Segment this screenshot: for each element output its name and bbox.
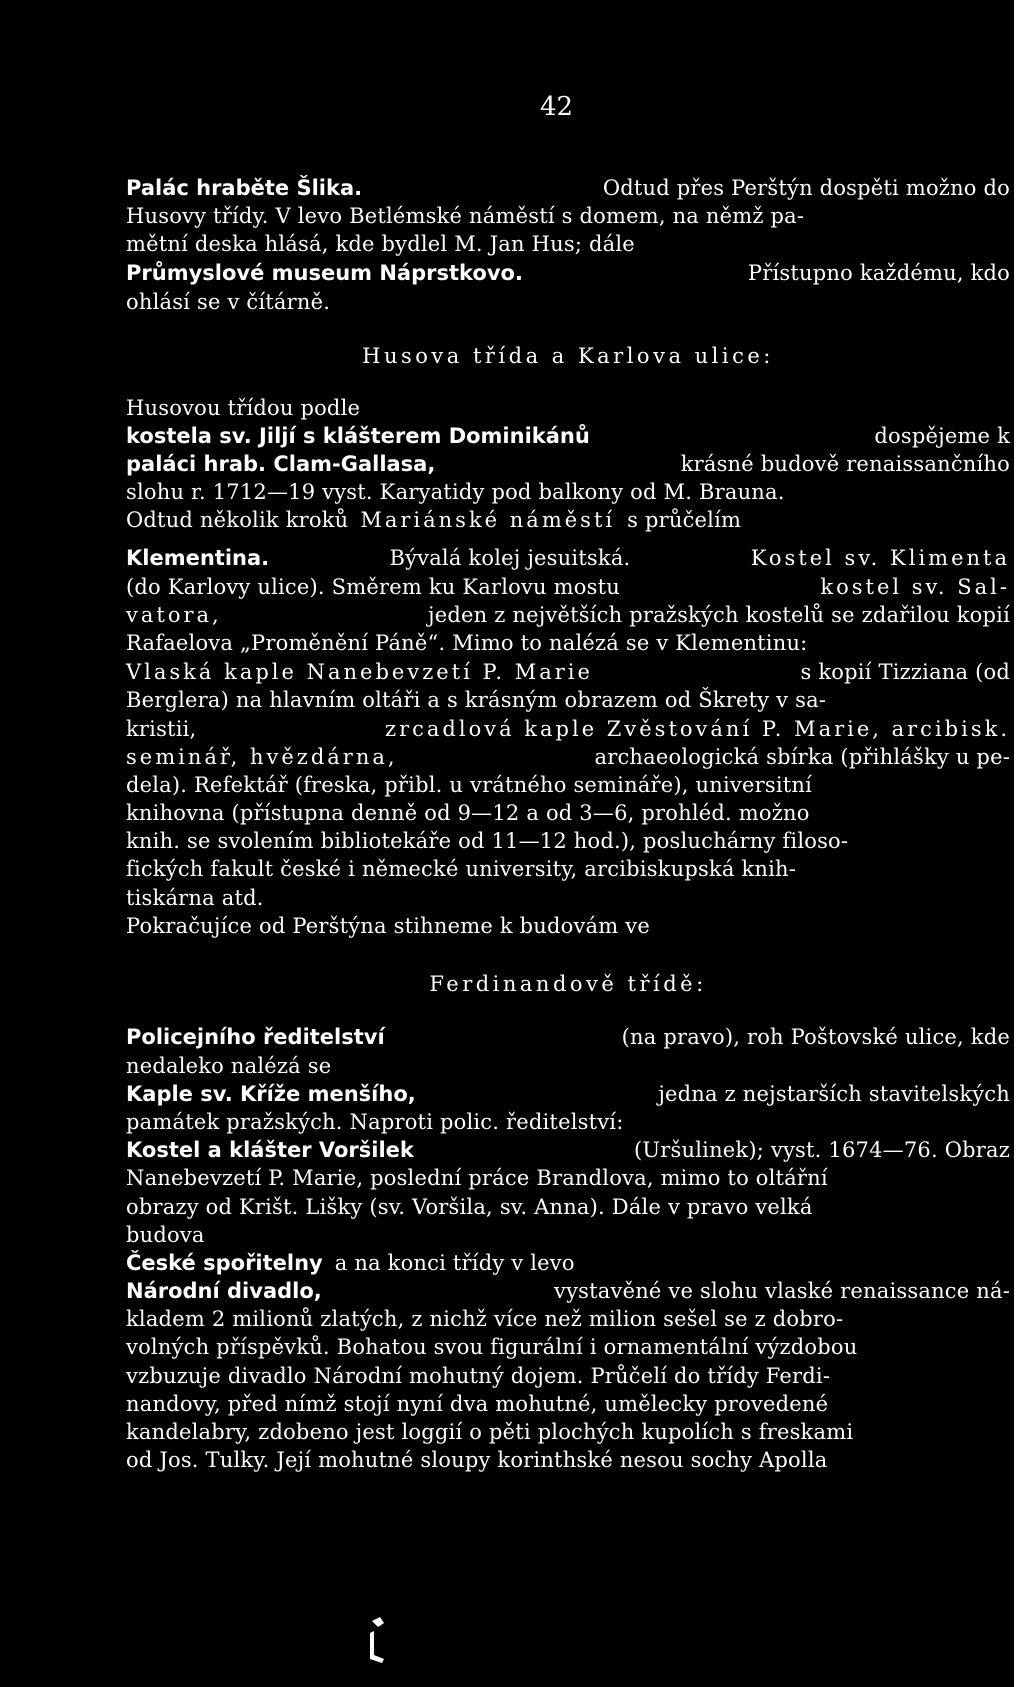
- text-segment: vatora,: [126, 603, 222, 627]
- text-line: [126, 263, 1010, 284]
- text-segment: vzbuzuje divadlo Národní mohutný dojem. Průčelí do třídy Ferdi-: [126, 1364, 831, 1388]
- text-segment: Husovou třídou podle: [126, 396, 361, 420]
- text-line: [126, 548, 1010, 569]
- text-line: [126, 690, 1010, 711]
- text-line: [126, 1281, 1010, 1302]
- text-segment: Ferdinandově třídě:: [429, 972, 707, 996]
- text-line: [126, 206, 1010, 227]
- text-line: [126, 1056, 1010, 1077]
- text-segment: tiskárna atd.: [126, 886, 264, 910]
- text-segment: Husovy třídy. V levo Betlémské náměstí s domem, na němž pa-: [126, 204, 805, 228]
- page-edge: [1014, 0, 1024, 1687]
- text-line: [126, 662, 1010, 683]
- text-segment: budova: [126, 1223, 205, 1247]
- text-line: [126, 775, 1010, 796]
- text-segment: Husova třída a Karlova ulice:: [362, 344, 774, 368]
- text-segment: Odtud přes Perštýn dospěti možno do: [602, 176, 1010, 200]
- text-line: [126, 1450, 1010, 1471]
- text-segment: dela). Refektář (freska, přibl. u vrátného semináře), universitní: [126, 773, 813, 797]
- text-segment: kladem 2 milionů zlatých, z nichž více než milion sešel se z dobro-: [126, 1307, 844, 1331]
- text-segment: nedaleko nalézá se: [126, 1054, 332, 1078]
- text-line: [126, 426, 1010, 447]
- text-segment: památek pražských. Naproti polic. ředitelství:: [126, 1110, 624, 1134]
- text-line: [126, 831, 1010, 852]
- text-line: [126, 859, 1010, 880]
- text-segment: nandovy, před nímž stojí nyní dva mohutné, umělecky provedené: [126, 1392, 829, 1416]
- text-segment: Pokračujíce od Perštýna stihneme k budovám ve: [126, 914, 650, 938]
- bold-heading: Kostel a klášter Voršilek: [126, 1138, 414, 1162]
- text-segment: (do Karlovy ulice). Směrem ku Karlovu mostu: [126, 575, 620, 599]
- text-line: [126, 888, 1010, 909]
- text-line: [126, 482, 1010, 503]
- text-line: [126, 1422, 1010, 1443]
- text-segment: krásné budově renaissančního: [680, 452, 1010, 476]
- text-segment: seminář, hvězdárna,: [126, 745, 398, 769]
- text-line: [126, 510, 1010, 531]
- bold-heading: České spořitelny: [126, 1251, 323, 1275]
- text-segment: s kopií Tizziana (od: [800, 660, 1010, 684]
- text-line: [126, 1168, 1010, 1189]
- text-segment: jeden z největších pražských kostelů se zdařilou kopií: [428, 603, 1010, 627]
- bold-heading: Národní divadlo,: [126, 1279, 322, 1303]
- text-segment: s průčelím: [627, 508, 742, 532]
- text-line: [126, 1084, 1010, 1105]
- text-line: [126, 1337, 1010, 1358]
- text-segment: (Uršulinek); vyst. 1674—76. Obraz: [634, 1138, 1010, 1162]
- text-segment: zrcadlová kaple Zvěstování P. Marie, arcibisk.: [385, 717, 1010, 741]
- text-line: [126, 803, 1010, 824]
- bold-heading: Kaple sv. Kříže menšího,: [126, 1082, 416, 1106]
- text-segment: kristii,: [126, 717, 197, 741]
- text-line: [126, 234, 1010, 255]
- text-segment: kostel sv. Sal-: [820, 575, 1010, 599]
- bold-heading: Klementina.: [126, 546, 270, 570]
- text-segment: archaeologická sbírka (přihlášky u pe-: [594, 745, 1010, 769]
- bold-heading: Průmyslové museum Náprstkovo.: [126, 261, 523, 285]
- text-segment: a na konci třídy v levo: [334, 1251, 575, 1275]
- text-line: [126, 346, 1010, 367]
- text-line: [126, 454, 1010, 475]
- text-line: [126, 1309, 1010, 1330]
- text-line: [126, 1112, 1010, 1133]
- bold-heading: kostela sv. Jiljí s klášterem Dominikánů: [126, 424, 590, 448]
- text-line: [126, 1140, 1010, 1161]
- text-segment: ohlásí se v čítárně.: [126, 290, 331, 314]
- text-segment: obrazy od Krišt. Lišky (sv. Voršila, sv. Anna). Dále v pravo velká: [126, 1195, 813, 1219]
- text-line: [126, 633, 1010, 654]
- text-segment: Kostel sv. Klimenta: [750, 546, 1010, 570]
- text-line: [126, 398, 1010, 419]
- text-segment: Rafaelova „Proměnění Páně“. Mimo to nalézá se v Klementinu:: [126, 631, 808, 655]
- text-segment: Bývalá kolej jesuitská.: [389, 546, 631, 570]
- text-segment: slohu r. 1712—19 vyst. Karyatidy pod balkony od M. Brauna.: [126, 480, 785, 504]
- text-line: [126, 1253, 1010, 1274]
- text-segment: Vlaská kaple Nanebevzetí P. Marie: [126, 660, 593, 684]
- text-segment: (na pravo), roh Poštovské ulice, kde: [621, 1025, 1010, 1049]
- text-segment: knihovna (přístupna denně od 9—12 a od 3—6, prohléd. možno: [126, 801, 810, 825]
- bold-heading: Palác hraběte Šlika.: [126, 176, 363, 200]
- text-segment: vystavěné ve slohu vlaské renaissance ná-: [554, 1279, 1010, 1303]
- text-line: [126, 1394, 1010, 1415]
- text-segment: fických fakult české i německé university, arcibiskupská knih-: [126, 857, 797, 881]
- text-segment: kandelabry, zdobeno jest loggií o pěti plochých kupolích s freskami: [126, 1420, 854, 1444]
- text-line: [126, 178, 1010, 199]
- text-line: [126, 747, 1010, 768]
- bold-heading: Policejního ředitelství: [126, 1025, 385, 1049]
- text-line: [126, 1366, 1010, 1387]
- text-segment: knih. se svolením bibliotekáře od 11—12 hod.), posluchárny filoso-: [126, 829, 849, 853]
- text-line: [126, 916, 1010, 937]
- text-line: [126, 719, 1010, 740]
- text-segment: jedna z nejstarších stavitelských: [658, 1082, 1010, 1106]
- bold-heading: paláci hrab. Clam-Gallasa,: [126, 452, 436, 476]
- text-segment: Přístupno každému, kdo: [747, 261, 1010, 285]
- page-number: 42: [540, 92, 574, 122]
- text-segment: volných příspěvků. Bohatou svou figurální i ornamentální výzdobou: [126, 1335, 858, 1359]
- text-segment: Mariánské náměstí: [360, 508, 616, 532]
- text-line: [126, 1225, 1010, 1246]
- text-line: [126, 292, 1010, 313]
- text-line: [126, 1027, 1010, 1048]
- text-line: [126, 605, 1010, 626]
- text-segment: od Jos. Tulky. Její mohutné sloupy korinthské nesou sochy Apolla: [126, 1448, 828, 1472]
- text-segment: dospějeme k: [874, 424, 1010, 448]
- text-segment: mětní deska hlásá, kde bydlel M. Jan Hus; dále: [126, 232, 635, 256]
- text-segment: Berglera) na hlavním oltáři a s krásným obrazem od Škrety v sa-: [126, 688, 827, 712]
- ink-blot: [362, 1615, 392, 1673]
- text-line: [126, 577, 1010, 598]
- text-line: [126, 974, 1010, 995]
- text-line: [126, 1197, 1010, 1218]
- text-segment: Nanebevzetí P. Marie, poslední práce Brandlova, mimo to oltářní: [126, 1166, 828, 1190]
- text-segment: Odtud několik kroků: [126, 508, 349, 532]
